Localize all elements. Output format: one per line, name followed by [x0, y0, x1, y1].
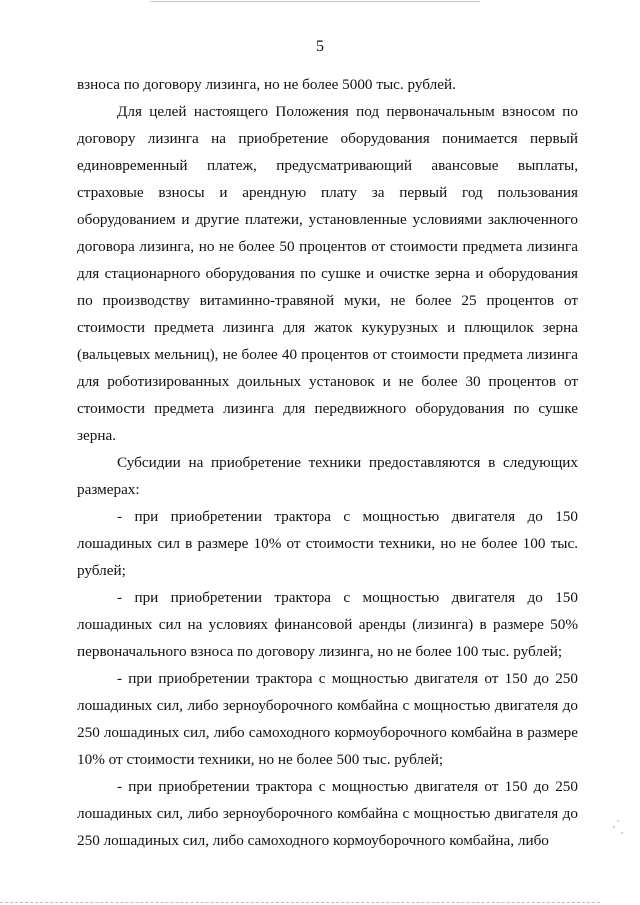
list-item-3: - при приобретении трактора с мощностью двигателя от 150 до 250 лошадиных сил, либо зерноуборочного комбайна с мощностью двигателя до 250 лошадиных сил, либо самоходного кормоуборочного комбайна в размере 10% от стоимости техники, но не более 500 тыс. рублей;: [77, 670, 578, 768]
scan-artifact: [608, 815, 628, 845]
top-edge-line: [150, 1, 480, 2]
paragraph-3: Субсидии на приобретение техники предоставляются в следующих размерах:: [77, 454, 578, 498]
list-item-1: - при приобретении трактора с мощностью двигателя до 150 лошадиных сил в размере 10% от стоимости техники, но не более 100 тыс. рублей;: [77, 508, 578, 579]
bottom-edge-line: [0, 902, 600, 903]
paragraph-2: Для целей настоящего Положения под первоначальным взносом по договору лизинга на приобретение оборудования понимается первый единовременный платеж, предусматривающий авансовые выплаты, страховые взносы и арендную плату за первый год пользования оборудованием и другие платежи, установленные условиями заключенного договора лизинга, но не более 50 процентов от стоимости предмета лизинга для стационарного оборудования по сушке и очистке зерна и оборудования по производству витаминно-травяной муки, не более 25 процентов от стоимости предмета лизинга для жаток кукурузных и плющилок зерна (вальцевых мельниц), не более 40 процентов от стоимости предмета лизинга для роботизированных доильных установок и не более 30 процентов от стоимости предмета лизинга для передвижного оборудования по сушке зерна.: [77, 103, 578, 444]
page-number: 5: [316, 38, 324, 55]
list-item-4: - при приобретении трактора с мощностью двигателя от 150 до 250 лошадиных сил, либо зерноуборочного комбайна с мощностью двигателя до 250 лошадиных сил, либо самоходного кормоуборочного комбайна, либо: [77, 778, 578, 849]
document-body: [77, 71, 578, 854]
list-item-2: - при приобретении трактора с мощностью двигателя до 150 лошадиных сил на условиях финансовой аренды (лизинга) в размере 50% первоначального взноса по договору лизинга, но не более 100 тыс. рублей;: [77, 589, 578, 660]
paragraph-1: взноса по договору лизинга, но не более 5000 тыс. рублей.: [77, 76, 456, 93]
